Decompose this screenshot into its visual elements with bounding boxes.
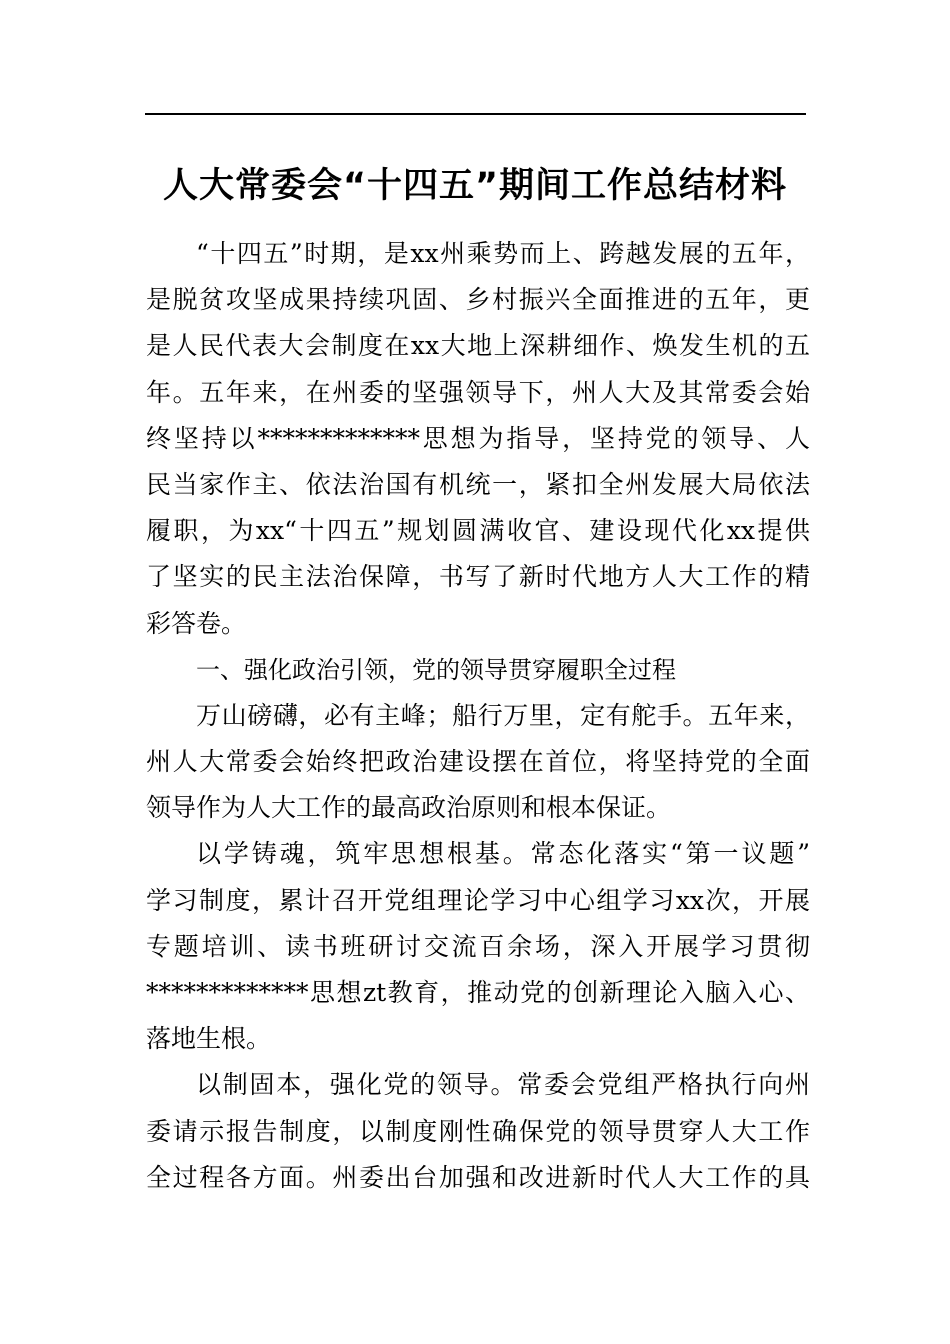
text-line: 年。五年来，在州委的坚强领导下，州人大及其常委会始 xyxy=(146,377,810,407)
text-line: 落地生根。 xyxy=(146,1024,272,1054)
paragraph-study xyxy=(146,831,810,1062)
header-rule xyxy=(145,113,806,115)
text-line: 民当家作主、依法治国有机统一，紧扣全州发展大局依法 xyxy=(146,469,810,499)
document-title: 人大常委会“十四五”期间工作总结材料 xyxy=(162,166,787,206)
text-line: “十四五”时期，是xx州乘势而上、跨越发展的五年， xyxy=(196,239,810,268)
text-line: 彩答卷。 xyxy=(146,608,247,638)
paragraph-political xyxy=(146,693,810,832)
text-line: *************思想zt教育，推动党的创新理论入脑入心、 xyxy=(146,978,810,1007)
text-line: 学习制度，累计召开党组理论学习中心组学习xx次，开展 xyxy=(146,885,810,915)
text-line: 是人民代表大会制度在xx大地上深耕细作、焕发生机的五 xyxy=(146,331,810,361)
text-line: 了坚实的民主法治保障，书写了新时代地方人大工作的精 xyxy=(146,562,810,592)
text-line: 终坚持以*************思想为指导，坚持党的领导、人 xyxy=(146,423,810,453)
text-line: 是脱贫攻坚成果持续巩固、乡村振兴全面推进的五年，更 xyxy=(146,285,810,315)
text-line: 全过程各方面。州委出台加强和改进新时代人大工作的具 xyxy=(146,1162,810,1192)
text-line: 以学铸魂，筑牢思想根基。常态化落实“第一议题” xyxy=(196,839,810,869)
text-line: 专题培训、读书班研讨交流百余场，深入开展学习贯彻 xyxy=(146,931,810,961)
text-line: 州人大常委会始终把政治建设摆在首位，将坚持党的全面 xyxy=(146,747,810,777)
paragraph-intro xyxy=(146,231,810,647)
text-line: 万山磅礴，必有主峰；船行万里，定有舵手。五年来， xyxy=(196,700,810,730)
text-line: 领导作为人大工作的最高政治原则和根本保证。 xyxy=(146,793,672,823)
section-heading: 一、强化政治引领，党的领导贯穿履职全过程 xyxy=(196,655,676,684)
paragraph-system xyxy=(146,1062,810,1201)
text-line: 委请示报告制度，以制度刚性确保党的领导贯穿人大工作 xyxy=(146,1116,810,1146)
document-body xyxy=(146,231,810,1201)
text-line: 履职，为xx“十四五”规划圆满收官、建设现代化xx提供 xyxy=(146,516,810,546)
text-line: 以制固本，强化党的领导。常委会党组严格执行向州 xyxy=(196,1070,810,1100)
